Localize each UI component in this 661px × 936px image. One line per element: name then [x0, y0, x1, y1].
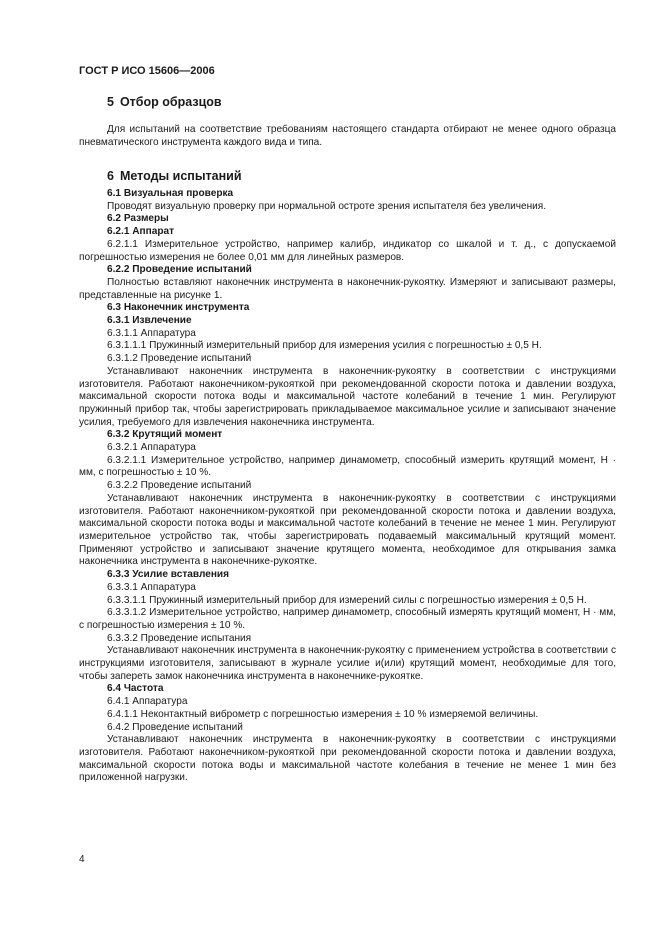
body-paragraph: 6.3.3.1.2 Измерительное устройство, например динамометр, способный измерять крутящий момент, Н · мм, с погрешностью измерения ± 10 %.: [79, 607, 616, 631]
body-paragraph: 6.4.2 Проведение испытаний: [107, 721, 243, 733]
section-5-number: 5: [107, 95, 114, 109]
body-paragraph: Полностью вставляют наконечник инструмента в наконечник-рукоятку. Измеряют и записывают размеры, представленные на рисунке 1.: [79, 276, 616, 301]
subsection-heading: 6.2.2 Проведение испытаний: [107, 264, 252, 276]
section-5-paragraph: Для испытаний на соответствие требованиям настоящего стандарта отбирают не менее одного образца пневматического инструмента каждого вида и типа.: [79, 124, 616, 148]
section-5-body: [79, 124, 616, 149]
body-paragraph: 6.3.3.1.1 Пружинный измерительный прибор для измерений силы с погрешностью измерения ± 0,5 Н.: [107, 594, 587, 606]
body-paragraph: 6.3.2.1 Аппаратура: [107, 442, 196, 454]
document-header: ГОСТ Р ИСО 15606—2006: [79, 65, 215, 77]
body-paragraph: 6.3.1.1.1 Пружинный измерительный прибор для измерения усилия с погрешностью ± 0,5 Н.: [107, 340, 542, 352]
section-5-title: Отбор образцов: [119, 95, 222, 109]
body-paragraph: 6.3.3.2 Проведение испытания: [107, 632, 252, 644]
body-paragraph: Проводят визуальную проверку при нормальной остроте зрения испытателя без увеличения.: [107, 200, 547, 212]
page-number: 4: [79, 854, 85, 865]
body-paragraph: 6.3.2.1.1 Измерительное устройство, например динамометр, способный измерить крутящий момент, Н · мм, с погрешностью ± 10 %.: [79, 454, 616, 479]
subsection-heading: 6.3.2 Крутящий момент: [107, 429, 223, 441]
section-6-title: Методы испытаний: [119, 169, 242, 183]
body-paragraph: Устанавливают наконечник инструмента в наконечник-рукоятку в соответствии с инструкциями изготовителя. Работают наконечником-рукояткой при рекомендованной скорости потока и давлении воздуха, максимальной скорости потока воды и максимальной частоте колебаний в течение не менее 1 мин. Регулируют измерительное устройство так, чтобы зарегистрировать подаваемый максимальный крутящий момент. Применяют устройство и записывают значение крутящего момента, необходимое для открывания замка наконечника инструмента в наконечнике-рукоятке.: [79, 492, 616, 568]
body-paragraph: 6.4.1 Аппаратура: [107, 696, 188, 708]
section-6-number: 6: [107, 169, 114, 183]
subsection-heading: 6.4 Частота: [107, 683, 164, 695]
section-6-heading: [107, 169, 242, 183]
body-paragraph: 6.2.1.1 Измерительное устройство, например калибр, индикатор со шкалой и т. д., с допускаемой погрешностью измерения не более 0,01 мм для линейных размеров.: [79, 238, 616, 263]
body-paragraph: 6.3.1.2 Проведение испытаний: [107, 353, 252, 365]
body-paragraph: 6.3.1.1 Аппаратура: [107, 327, 196, 339]
subsection-heading: 6.3 Наконечник инструмента: [107, 302, 250, 314]
body-paragraph: 6.4.1.1 Неконтактный виброметр с погрешностью измерения ± 10 % измеряемой величины.: [107, 708, 539, 720]
subsection-heading: 6.2 Размеры: [107, 213, 169, 225]
body-paragraph: 6.3.2.2 Проведение испытаний: [107, 480, 252, 492]
body-paragraph: Устанавливают наконечник инструмента в наконечник-рукоятку в соответствии с инструкциями изготовителя. Работают наконечником-рукояткой при рекомендованной скорости потока и давлении воздуха, максимальной скорости потока воды и максимальной частоте колебаний в течение 1 мин. Регулируют пружинный прибор так, чтобы зарегистрировать прикладываемое максимальное усилие и записывают значение усилия, требуемого для извлечения наконечника инструмента.: [79, 365, 616, 428]
body-paragraph: Устанавливают наконечник инструмента в наконечник-рукоятку в соответствии с инструкциями изготовителя. Работают наконечником-рукояткой при рекомендованной скорости потока и давлении воздуха, максимальной скорости потока воды и максимальной частоте колебания в течение не менее 1 мин без приложенной нагрузки.: [79, 734, 616, 784]
subsection-heading: 6.2.1 Аппарат: [107, 226, 175, 238]
section-6-body: [79, 188, 616, 785]
body-paragraph: Устанавливают наконечник инструмента в наконечник-рукоятку с применением устройства в соответствии с инструкциями изготовителя, записывают в журнале усилие и(или) крутящий момент, необходимые для того, чтобы запереть замок наконечника инструмента в наконечнике-рукоятке.: [79, 645, 616, 682]
section-5-heading: [107, 95, 222, 109]
subsection-heading: 6.1 Визуальная проверка: [107, 188, 234, 199]
subsection-heading: 6.3.1 Извлечение: [107, 315, 192, 327]
body-paragraph: 6.3.3.1 Аппаратура: [107, 581, 196, 593]
subsection-heading: 6.3.3 Усилие вставления: [107, 569, 230, 581]
